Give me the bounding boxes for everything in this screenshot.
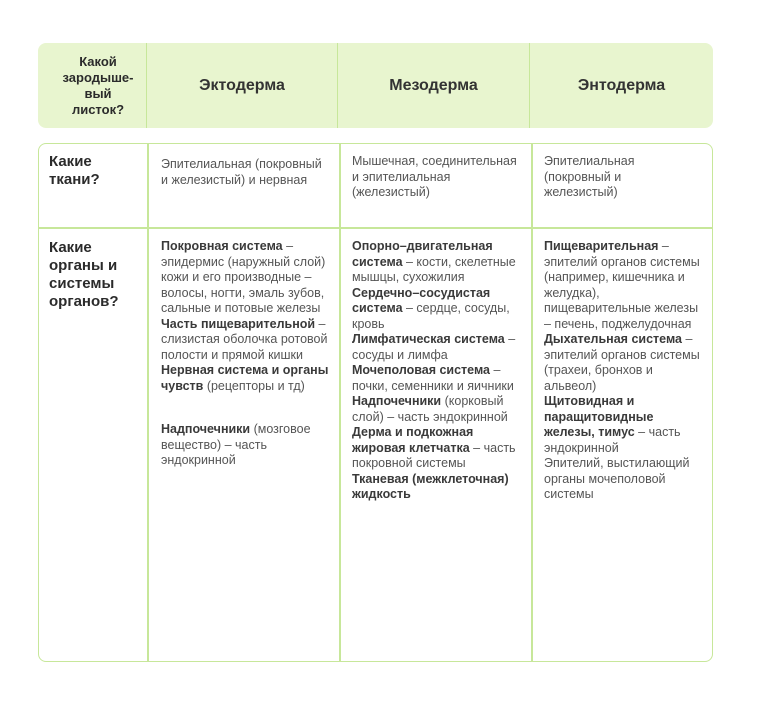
column-divider [147, 144, 149, 661]
column-divider [339, 144, 341, 661]
list-item: Лимфатическая система – сосуды и лимфа [352, 332, 516, 362]
cell-organs-mesoderm [352, 239, 520, 503]
header-endoderm: Энтодерма [577, 76, 666, 94]
list-item: Тканевая (межклеточная) жидкость [352, 471, 509, 501]
header-question: Какой зародыше-вый листок? [62, 53, 134, 117]
table-body [38, 143, 713, 662]
cell-tissues-ectoderm: Эпителиальная (покровный и железистый) и нервная [161, 157, 322, 187]
header-ectoderm: Эктодерма [147, 43, 338, 128]
cell-organs-endoderm [544, 239, 704, 503]
row-divider [39, 227, 712, 229]
list-item: Пищеварительная – эпителий органов системы (например, кишечника и желудка), пищеварительные железы – печень, поджелудочная [544, 239, 700, 331]
list-item: Нервная система и органы чувств (рецепторы и тд) [161, 363, 329, 393]
list-item: Дерма и подкожная жировая клетчатка – часть покровной системы [352, 425, 516, 470]
list-item: Эпителий, выстилающий органы мочеполовой системы [544, 456, 690, 501]
list-item: Покровная система – эпидермис (наружный слой) кожи и его производные – волосы, ногти, эмаль зубов, сальные и потовые железы [161, 239, 326, 315]
list-item: Часть пищеварительной – слизистая оболочка ротовой полости и прямой кишки [161, 316, 328, 362]
cell-organs-ectoderm [161, 239, 331, 469]
cell-tissues-mesoderm: Мышечная, соединительная и эпителиальная (железистый) [352, 154, 517, 199]
header-mesoderm: Мезодерма [338, 43, 530, 128]
column-divider [531, 144, 533, 661]
row-label-organs: Какие органы и системы органов? [49, 239, 119, 310]
list-item: Сердечно–сосудистая система – сердце, сосуды, кровь [352, 285, 510, 331]
list-item: Надпочечники (мозговое вещество) – часть эндокринной [161, 422, 311, 467]
list-item: Щитовидная и паращитовидные железы, тимус – часть эндокринной [544, 394, 681, 455]
list-item: Мочеполовая система – почки, семенники и яичники [352, 363, 514, 393]
header-question-cell [38, 43, 147, 128]
list-item: Опорно–двигательная система – кости, скелетные мышцы, сухожилия [352, 239, 516, 284]
table-header [38, 43, 713, 128]
list-item: Надпочечники (корковый слой) – часть эндокринной [352, 394, 508, 424]
row-label-tissues: Какие ткани? [49, 153, 100, 188]
list-item: Дыхательная система – эпителий органов системы (трахеи, бронхов и альвеол) [544, 332, 700, 393]
cell-tissues-endoderm: Эпителиальная (покровный и железистый) [544, 154, 635, 199]
